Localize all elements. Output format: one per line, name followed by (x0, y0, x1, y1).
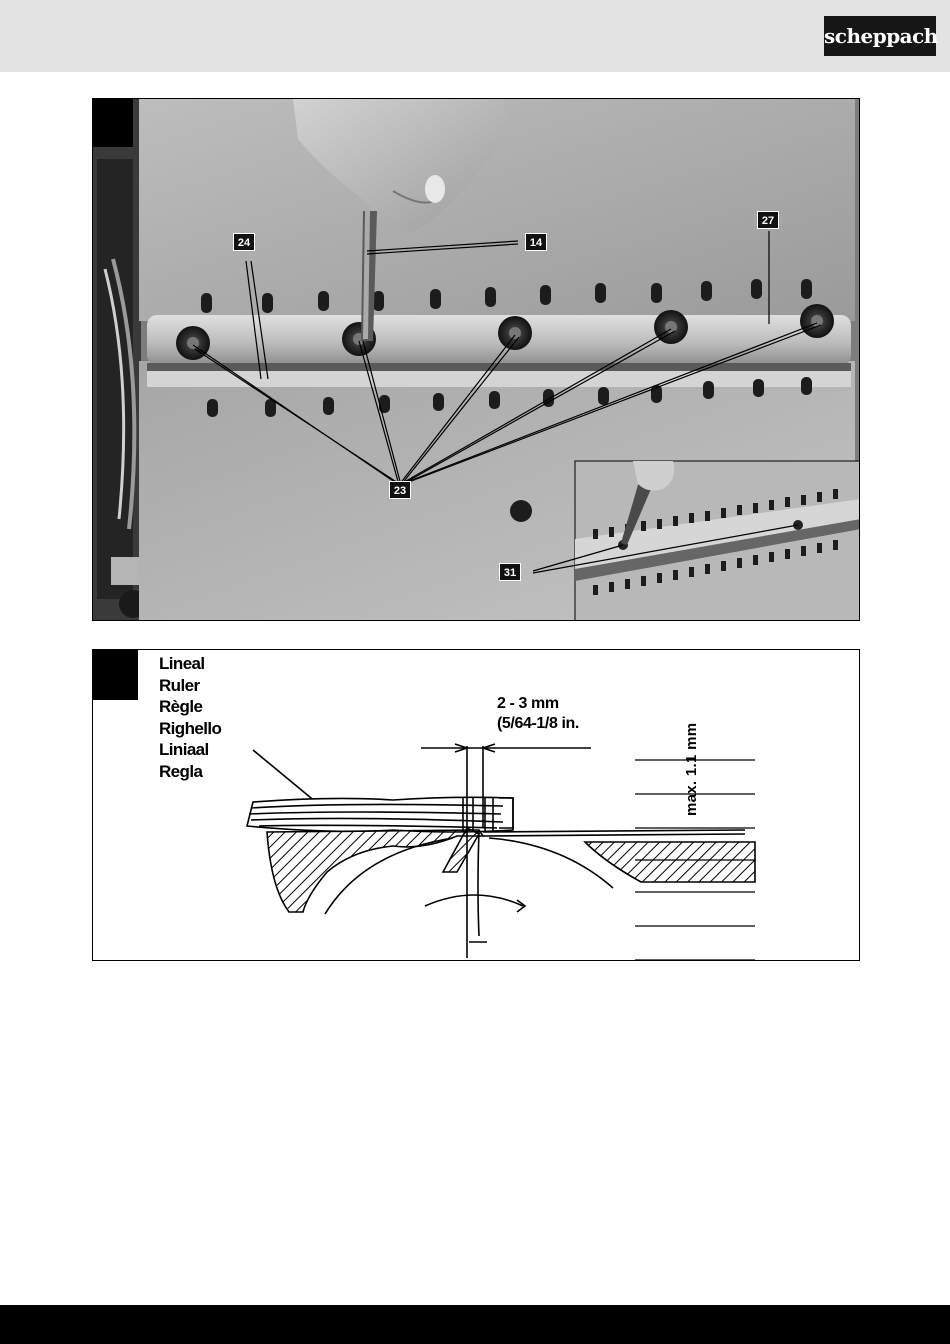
gap-dimension-metric: 2 - 3 mm (497, 695, 559, 712)
callout-24: 24 (233, 233, 255, 251)
knife-adjustment-photo (92, 98, 860, 621)
callout-23: 23 (389, 481, 411, 499)
page-header (0, 0, 950, 72)
ruler-label-nl: Liniaal (159, 740, 209, 759)
ruler-label-fr: Règle (159, 697, 203, 716)
callout-14: 14 (525, 233, 547, 251)
ruler-label-it: Righello (159, 718, 222, 738)
callout-31: 31 (499, 563, 521, 581)
cutter-drawing (93, 650, 860, 961)
callout-27: 27 (757, 211, 779, 229)
ruler-label-en: Ruler (159, 675, 200, 695)
ruler-diagram (92, 649, 860, 961)
ruler-label-es: Regla (159, 761, 203, 781)
max-protrusion-label: max. 1.1 mm (683, 722, 700, 816)
ruler-label-de: Lineal (159, 654, 205, 673)
photo-illustration (93, 99, 860, 621)
page-footer-bar (0, 1305, 950, 1344)
scheppach-logo: scheppach (824, 16, 936, 56)
gap-dimension-imperial: (5/64-1/8 in. (497, 715, 579, 732)
